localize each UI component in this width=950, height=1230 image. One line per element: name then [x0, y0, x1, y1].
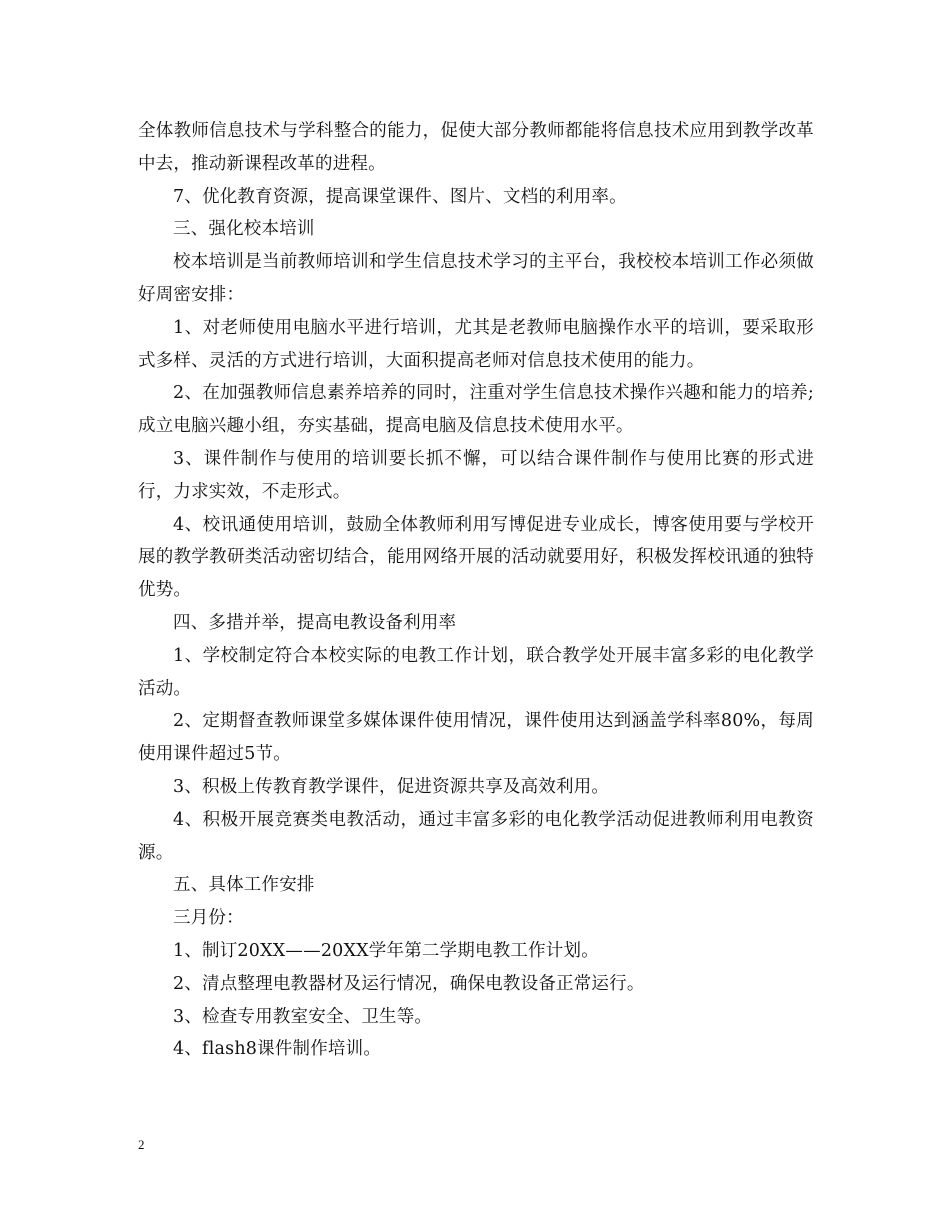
schedule-item-3: 3、检查专用教室安全、卫生等。 — [173, 1006, 433, 1027]
paragraph-item-4: 4、积极开展竞赛类电教活动，通过丰富多彩的电化教学活动促进教师利用电教资源。 — [138, 809, 814, 863]
section-heading-3: 三、强化校本培训 — [173, 219, 315, 240]
paragraph-item-3: 3、积极上传教育教学课件，促进资源共享及高效利用。 — [173, 776, 610, 797]
paragraph-item-1: 1、学校制定符合本校实际的电教工作计划，联合教学处开展丰富多彩的电化教学活动。 — [138, 645, 814, 699]
paragraph-intro: 校本培训是当前教师培训和学生信息技术学习的主平台，我校校本培训工作必须做好周密安排： — [138, 252, 814, 305]
paragraph-item-2: 2、定期督查教师课堂多媒体课件使用情况，课件使用达到涵盖学科率80%，每周使用课件超过5节。 — [138, 711, 814, 765]
paragraph-item-1: 1、对老师使用电脑水平进行培训，尤其是老教师电脑操作水平的培训，要采取形式多样、灵活的方式进行培训，大面积提高老师对信息技术使用的能力。 — [138, 317, 814, 371]
page-number: 2 — [138, 1137, 145, 1152]
paragraph-item-2: 2、在加强教师信息素养培养的同时，注重对学生信息技术操作兴趣和能力的培养;成立电脑兴趣小组，夯实基础，提高电脑及信息技术使用水平。 — [138, 383, 814, 437]
section-heading-4: 四、多措并举，提高电教设备利用率 — [173, 612, 457, 633]
schedule-item-2: 2、清点整理电教器材及运行情况，确保电教设备正常运行。 — [173, 973, 645, 994]
paragraph-item-7: 7、优化教育资源，提高课堂课件、图片、文档的利用率。 — [173, 186, 627, 207]
paragraph-item-3: 3、课件制作与使用的培训要长抓不懈，可以结合课件制作与使用比赛的形式进行，力求实效，不走形式。 — [138, 448, 814, 502]
month-heading: 三月份： — [173, 908, 244, 929]
paragraph-item-4: 4、校讯通使用培训，鼓励全体教师利用写博促进专业成长，博客使用要与学校开展的教学教研类活动密切结合，能用网络开展的活动就要用好，积极发挥校讯通的独特优势。 — [138, 514, 814, 601]
schedule-item-1: 1、制订20XX——20XX学年第二学期电教工作计划。 — [173, 940, 599, 961]
paragraph-continuation: 全体教师信息技术与学科整合的能力，促使大部分教师都能将信息技术应用到教学改革中去，推动新课程改革的进程。 — [138, 121, 814, 174]
section-heading-5: 五、具体工作安排 — [173, 875, 315, 896]
document-body — [138, 115, 814, 1066]
schedule-item-4: 4、flash8课件制作培训。 — [173, 1039, 382, 1060]
